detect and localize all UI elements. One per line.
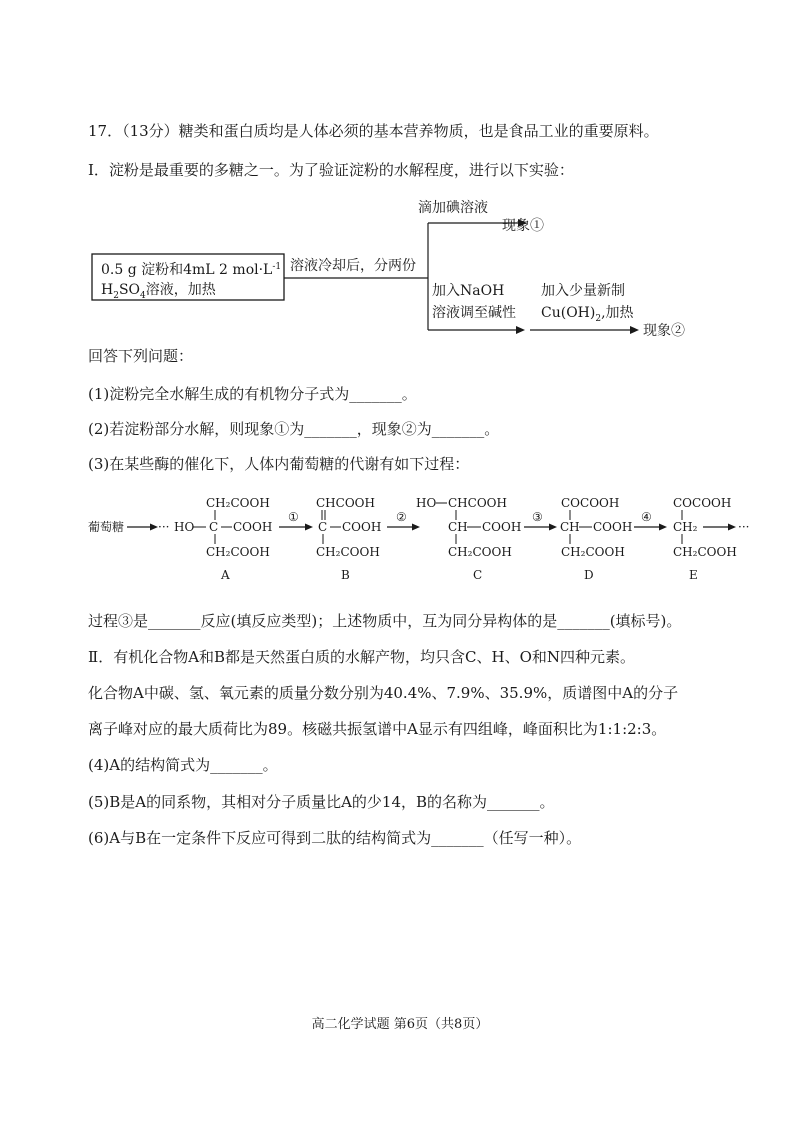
A-label: A: [221, 568, 230, 582]
question-3: (3)在某些酶的催化下，人体内葡萄糖的代谢有如下过程：: [88, 455, 470, 473]
second-arrowhead: [630, 326, 639, 334]
A-center: C: [209, 520, 219, 534]
top-branch-label: 滴加碘溶液: [418, 200, 488, 216]
A-left: HO: [174, 520, 195, 534]
part2-line-3: 离子峰对应的最大质荷比为89。核磁共振氢谱中A显示有四组峰，峰面积比为1:1:2:3。: [88, 720, 667, 738]
E-bottom: CH₂COOH: [673, 545, 737, 559]
bottom-label-1: 加入NaOH: [432, 283, 505, 299]
step-4-label: ④: [641, 510, 652, 524]
answer-intro: 回答下列问题：: [88, 347, 194, 365]
C-center: CH: [448, 520, 468, 534]
question-3-followup: 过程③是_______反应(填反应类型)；上述物质中，互为同分异构体的是_______(填标号)。: [88, 612, 682, 630]
page-footer: 高二化学试题 第6页（共8页）: [311, 1017, 489, 1032]
B-right: COOH: [342, 520, 382, 534]
part2-line-1: Ⅱ．有机化合物A和B都是天然蛋白质的水解产物，均只含C、H、O和N四种元素。: [88, 648, 636, 666]
C-right: COOH: [482, 520, 522, 534]
question-5: (5)B是A的同系物，其相对分子质量比A的少14，B的名称为_______。: [88, 793, 555, 811]
step-2-label: ②: [396, 510, 407, 524]
B-bottom: CH₂COOH: [316, 545, 380, 559]
B-label: B: [341, 568, 350, 582]
question-4: (4)A的结构简式为_______。: [88, 756, 278, 774]
B-top: CHCOOH: [316, 496, 375, 510]
bottom-result: 现象②: [643, 323, 685, 339]
B-center: C: [318, 520, 328, 534]
C-top: CHCOOH: [448, 496, 507, 510]
bottom-branch-arrowhead: [516, 326, 525, 334]
E-center: CH₂: [673, 520, 698, 534]
E-top: COCOOH: [673, 496, 732, 510]
step-1-label: ①: [288, 510, 299, 524]
question-17-title: 17．（13分）糖类和蛋白质均是人体必须的基本营养物质，也是食品工业的重要原料。: [88, 122, 659, 140]
A-top: CH₂COOH: [206, 496, 270, 510]
second-label-2: $Cu(OH)_2$,加热: [541, 305, 634, 324]
pathway-start-dots: ···: [158, 520, 170, 534]
second-label-1: 加入少量新制: [541, 283, 625, 299]
reagent-box-line1: 0.5 g 淀粉和4mL 2 $mol\cdot L^{-1}$: [101, 262, 282, 278]
question-1: (1)淀粉完全水解生成的有机物分子式为_______。: [88, 385, 417, 403]
metabolic-pathway-diagram: [0, 490, 800, 590]
D-top: COCOOH: [561, 496, 620, 510]
reagent-box-line2: $H_2SO_4$溶液，加热: [101, 282, 216, 301]
D-bottom: CH₂COOH: [561, 545, 625, 559]
step-3-label: ③: [532, 510, 543, 524]
question-6: (6)A与B在一定条件下反应可得到二肽的结构简式为_______（任写一种）。: [88, 829, 582, 847]
question-2: (2)若淀粉部分水解，则现象①为_______，现象②为_______。: [88, 420, 500, 438]
C-top-left: HO: [416, 496, 437, 510]
top-result: 现象①: [502, 218, 544, 234]
C-label: C: [473, 568, 483, 582]
experiment-flow-diagram: [0, 190, 800, 340]
E-label: E: [689, 568, 698, 582]
pathway-start: 葡萄糖: [88, 520, 125, 534]
A-bottom: CH₂COOH: [206, 545, 270, 559]
split-label: 溶液冷却后，分两份: [290, 258, 416, 274]
A-right: COOH: [233, 520, 273, 534]
part2-line-2: 化合物A中碳、氢、氧元素的质量分数分别为40.4%、7.9%、35.9%，质谱图中A的分子: [88, 684, 679, 702]
D-right: COOH: [593, 520, 633, 534]
D-label: D: [584, 568, 594, 582]
part1-intro: I．淀粉是最重要的多糖之一。为了验证淀粉的水解程度，进行以下实验：: [88, 161, 574, 179]
D-center: CH: [560, 520, 580, 534]
C-bottom: CH₂COOH: [448, 545, 512, 559]
pathway-end-dots: ···: [738, 520, 750, 534]
bottom-label-2: 溶液调至碱性: [432, 305, 516, 321]
